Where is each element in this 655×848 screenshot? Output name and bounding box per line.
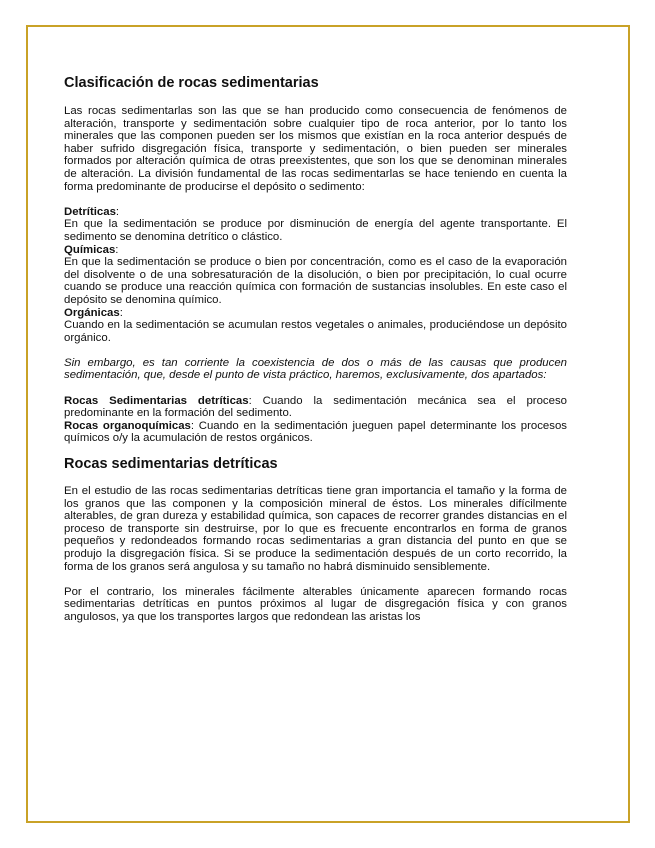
type-term: Orgánicas [64,306,120,319]
type-heading [64,307,567,320]
type-heading [64,206,567,219]
section-heading: Rocas sedimentarias detríticas [64,456,278,473]
type-term: Químicas [64,243,116,256]
type-term: Detríticas [64,205,116,218]
sediment-types [64,206,567,345]
type-description: Cuando en la sedimentación se acumulan restos vegetales o animales, produciéndose un depósito orgánico. [64,319,567,344]
category-detriticas [64,395,567,420]
type-quimicas [64,244,567,307]
category-term: Rocas Sedimentarias detríticas [64,394,249,407]
type-description: En que la sedimentación se produce o bien por concentración, como es el caso de la evaporación del disolvente o de una sobresaturación de la disolución, o bien por precipitación, lo cual ocurre cuando se produce una reacción química con formación de sustancias insolubles. En este caso el depósito se denomina químico. [64,256,567,306]
section-paragraph-1: En el estudio de las rocas sedimentarias detríticas tiene gran importancia el tamaño y la forma de los granos que las componen y la composición mineral de éstos. Los minerales difícilmente alterables, de gran dureza y estabilidad química, son capaces de recorrer grandes distancias en el proceso de transporte sin destruirse, por lo que es frecuente encontrarlos en forma de granos pequeños y redondeados formando rocas sedimentarias a gran distancia del punto en que se produjo la disgregación física. Si se produce la sedimentación después de un corto recorrido, la forma de los granos será angulosa y su tamaño no habrá disminuido sensiblemente. [64,485,567,573]
type-suffix: : [119,306,123,319]
type-organicas [64,307,567,345]
document-body [64,74,567,624]
category-term: Rocas organoquímicas [64,419,191,432]
category-text: : Cuando la sedimentación mecánica sea el proceso predominante en la formación del sedimento. [64,394,567,420]
intro-paragraph: Las rocas sedimentarlas son las que se han producido como consecuencia de fenómenos de alteración, transporte y sedimentación sobre cualquier tipo de roca anterior, por lo tanto los minerales que las componen pueden ser los mismos que existían en la roca anterior después de haber sufrido disgregación física, transporte y sedimentación, o bien pueden ser minerales formados por alteración química de otras preexistentes, que son los que se denominan minerales de alteración. La división fundamental de las rocas sedimentarlas se hace teniendo en cuenta la forma predominante de producirse el depósito o sedimento: [64,105,567,193]
document-title: Clasificación de rocas sedimentarias [64,75,319,91]
type-description: En que la sedimentación se produce por disminución de energía del agente transportante. El sedimento se denomina detrítico o clástico. [64,218,567,243]
type-detriticas [64,206,567,244]
category-text: : Cuando en la sedimentación jueguen papel determinante los procesos químicos o/y la acumulación de restos orgánicos. [64,419,567,445]
category-organoquimicas [64,420,567,445]
category-list [64,395,567,445]
type-suffix: : [115,243,119,256]
type-heading [64,244,567,257]
italic-note: Sin embargo, es tan corriente la coexistencia de dos o más de las causas que producen sedimentación, que, desde el punto de vista práctico, haremos, exclusivamente, dos apartados: [64,356,567,382]
type-suffix: : [115,205,120,218]
section-paragraph-2: Por el contrario, los minerales fácilmente alterables únicamente aparecen formando rocas sedimentarias detríticas en puntos próximos al lugar de disgregación física y con granos angulosos, ya que los transportes largos que redondean las aristas los [64,585,567,623]
